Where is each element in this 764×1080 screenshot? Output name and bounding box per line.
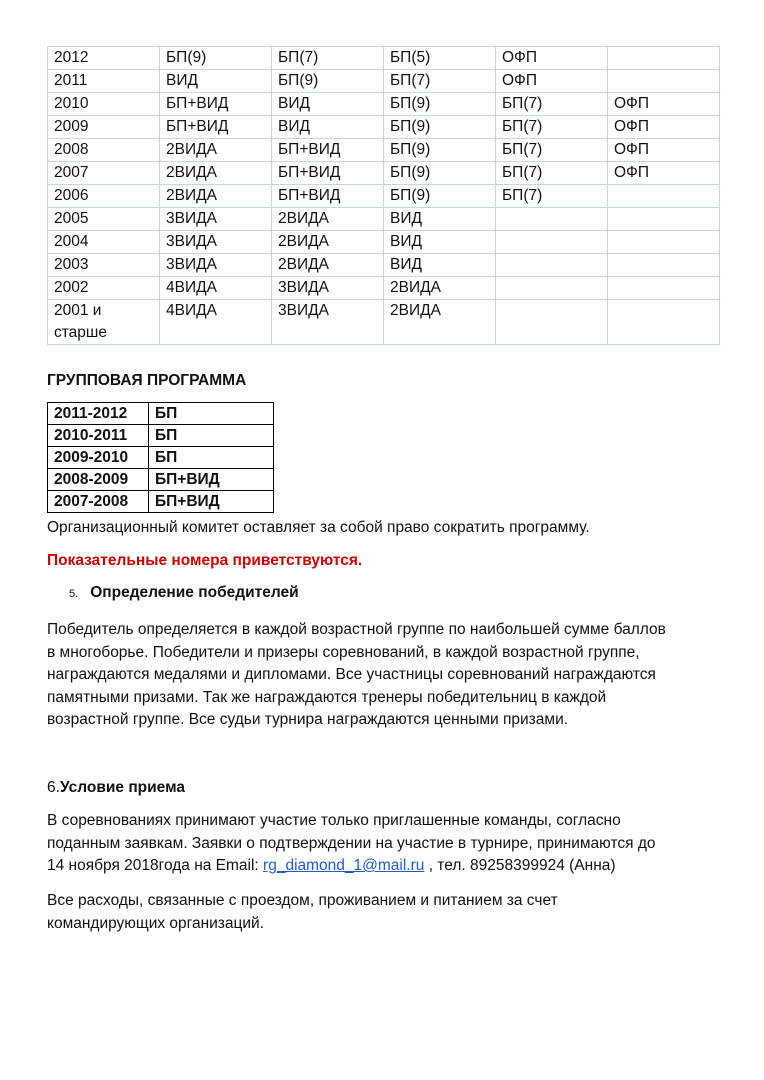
exhibition-note: Показательные номера приветствуются.: [47, 552, 363, 569]
group-row: [48, 425, 274, 447]
table-cell: БП(7): [384, 70, 496, 93]
document-page: [47, 46, 727, 932]
group-program-table: [47, 402, 274, 513]
group-cell-years: 2007-2008: [48, 491, 149, 513]
table-cell: БП+ВИД: [272, 185, 384, 208]
group-cell-program: БП: [149, 447, 274, 469]
table-cell: 2ВИДА: [272, 254, 384, 277]
table-cell-year: [48, 300, 160, 345]
table-cell: БП(7): [496, 116, 608, 139]
table-cell: БП+ВИД: [160, 93, 272, 116]
table-cell: БП(7): [496, 139, 608, 162]
program-table-body: [48, 47, 720, 345]
table-cell: 3ВИДА: [160, 254, 272, 277]
table-cell: БП(9): [384, 162, 496, 185]
section6-heading: [47, 777, 727, 800]
table-cell: 2ВИДА: [384, 277, 496, 300]
group-cell-years: 2010-2011: [48, 425, 149, 447]
table-cell: ВИД: [384, 231, 496, 254]
table-cell: ВИД: [272, 93, 384, 116]
group-cell-program: БП: [149, 425, 274, 447]
section5-line: награждаются медалями и дипломами. Все участницы соревнований награждаются: [47, 666, 656, 683]
table-cell: БП(9): [272, 70, 384, 93]
table-row-2006: [48, 185, 720, 208]
group-program-heading: ГРУППОВАЯ ПРОГРАММА: [47, 372, 247, 389]
table-cell: БП(9): [384, 93, 496, 116]
table-cell: ОФП: [608, 162, 720, 185]
table-row-2005: [48, 208, 720, 231]
section5-line: памятными призами. Так же награждаются тренеры победительниц в каждой: [47, 688, 607, 706]
expenses-line2: командирующих организаций.: [47, 914, 265, 932]
table-cell: БП(7): [496, 185, 608, 208]
section5-line: в многоборье. Победители и призеры соревнований, в каждой возрастной группе,: [47, 643, 640, 661]
table-cell: [496, 208, 608, 231]
table-cell: 4ВИДА: [160, 277, 272, 300]
group-program-body: [48, 403, 274, 513]
table-cell: [608, 70, 720, 93]
group-cell-program: БП+ВИД: [149, 491, 274, 513]
group-row: [48, 469, 274, 491]
section6-number: 6.: [47, 779, 60, 796]
table-row-2001: [48, 300, 720, 345]
year-line2: старше: [54, 324, 107, 341]
table-cell: ОФП: [608, 139, 720, 162]
table-row-2004: [48, 231, 720, 254]
table-cell: ОФП: [496, 70, 608, 93]
table-cell: 2ВИДА: [384, 300, 496, 345]
table-row-2011: [48, 70, 720, 93]
table-cell: БП(9): [160, 47, 272, 70]
section5-number: 5.: [69, 588, 79, 600]
table-row-2009: [48, 116, 720, 139]
group-cell-years: 2008-2009: [48, 469, 149, 491]
table-cell: БП(7): [496, 93, 608, 116]
table-cell: [608, 231, 720, 254]
table-cell: БП(7): [272, 47, 384, 70]
table-cell: [608, 277, 720, 300]
table-cell: 2ВИДА: [160, 185, 272, 208]
expenses-text: [47, 890, 727, 935]
section5-text: [47, 619, 727, 732]
section6-line1: В соревнованиях принимают участие только приглашенные команды, согласно: [47, 812, 621, 829]
table-cell-year: 2002: [48, 277, 160, 300]
table-cell: [496, 254, 608, 277]
section6-line2: поданным заявкам. Заявки о подтверждении на участие в турнире, принимаются до: [47, 834, 656, 852]
table-cell-year: 2010: [48, 93, 160, 116]
section5-line: возрастной группе. Все судьи турнира награждаются ценными призами.: [47, 711, 569, 728]
table-cell: БП+ВИД: [272, 162, 384, 185]
table-cell: ОФП: [496, 47, 608, 70]
phone-text: , тел. 89258399924 (Анна): [424, 857, 616, 874]
table-cell: 2ВИДА: [160, 139, 272, 162]
table-row-2002: [48, 277, 720, 300]
table-cell: [608, 208, 720, 231]
table-cell: БП(5): [384, 47, 496, 70]
table-cell-year: 2003: [48, 254, 160, 277]
table-cell-year: 2009: [48, 116, 160, 139]
table-cell: [496, 300, 608, 345]
table-cell-year: 2011: [48, 70, 160, 93]
table-cell-year: 2005: [48, 208, 160, 231]
section5-heading: [69, 584, 299, 602]
year-line1: 2001 и: [54, 302, 102, 319]
table-cell: 2ВИДА: [272, 208, 384, 231]
group-row: [48, 491, 274, 513]
table-cell: 2ВИДА: [272, 231, 384, 254]
group-cell-program: БП+ВИД: [149, 469, 274, 491]
table-row-2007: [48, 162, 720, 185]
table-cell: 3ВИДА: [160, 231, 272, 254]
expenses-line1: Все расходы, связанные с проездом, проживанием и питанием за счет: [47, 892, 558, 909]
group-row: [48, 447, 274, 469]
group-cell-program: БП: [149, 403, 274, 425]
table-cell: 3ВИДА: [160, 208, 272, 231]
section5-title: Определение победителей: [90, 584, 299, 601]
table-cell-year: 2006: [48, 185, 160, 208]
section6-title: Условие приема: [59, 779, 185, 796]
table-cell-year: 2007: [48, 162, 160, 185]
group-cell-years: 2011-2012: [48, 403, 149, 425]
table-cell: БП(9): [384, 139, 496, 162]
table-cell: [608, 254, 720, 277]
table-cell: ОФП: [608, 116, 720, 139]
table-cell: [496, 231, 608, 254]
table-cell: 2ВИДА: [160, 162, 272, 185]
section6-text: [47, 810, 727, 878]
table-cell-year: 2012: [48, 47, 160, 70]
table-cell: ВИД: [272, 116, 384, 139]
table-row-2010: [48, 93, 720, 116]
table-cell: [496, 277, 608, 300]
table-cell: 3ВИДА: [272, 300, 384, 345]
section6-line3: [47, 855, 727, 878]
table-row-2003: [48, 254, 720, 277]
email-link[interactable]: rg_diamond_1@mail.ru: [263, 857, 425, 874]
table-cell: 3ВИДА: [272, 277, 384, 300]
group-row: [48, 403, 274, 425]
section5-line: Победитель определяется в каждой возрастной группе по наибольшей сумме баллов: [47, 621, 666, 638]
table-cell: БП+ВИД: [160, 116, 272, 139]
table-cell: 4ВИДА: [160, 300, 272, 345]
committee-note: Организационный комитет оставляет за собой право сократить программу.: [47, 519, 590, 536]
group-cell-years: 2009-2010: [48, 447, 149, 469]
table-cell: [608, 185, 720, 208]
table-cell: ВИД: [384, 254, 496, 277]
table-cell: БП(9): [384, 185, 496, 208]
table-cell: [608, 47, 720, 70]
table-cell: БП(7): [496, 162, 608, 185]
line3-prefix: 14 ноября 2018года на Email:: [47, 857, 264, 874]
table-cell: БП+ВИД: [272, 139, 384, 162]
table-row-2012: [48, 47, 720, 70]
table-cell: [608, 300, 720, 345]
table-cell: БП(9): [384, 116, 496, 139]
table-cell-year: 2004: [48, 231, 160, 254]
table-cell: ВИД: [384, 208, 496, 231]
program-table: [47, 46, 720, 345]
table-cell-year: 2008: [48, 139, 160, 162]
table-row-2008: [48, 139, 720, 162]
table-cell: ОФП: [608, 93, 720, 116]
table-cell: ВИД: [160, 70, 272, 93]
